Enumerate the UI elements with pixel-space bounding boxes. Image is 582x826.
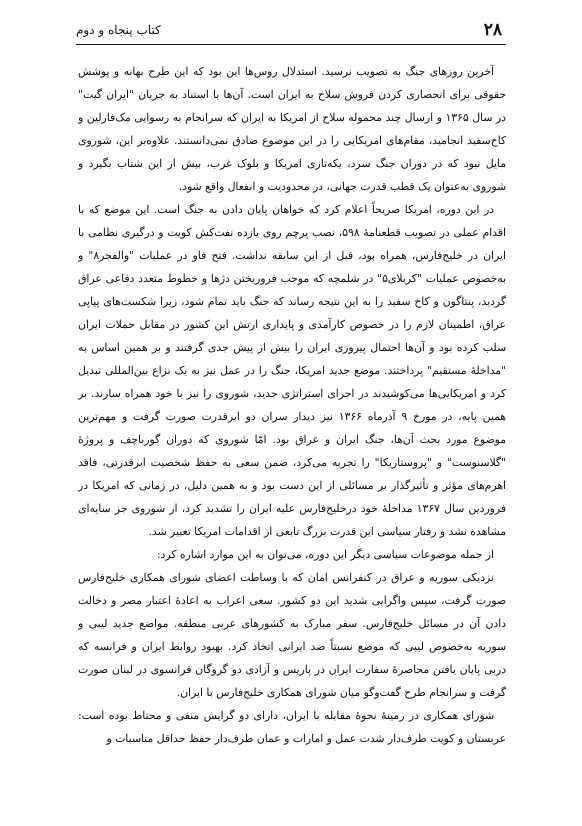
page-header [76,8,506,42]
paragraph: در این دوره، امریکا صریحاً اعلام کرد که خواهان پایان دادن به جنگ است. این موضع که با اقدام عملی در تصویب قطعنامهٔ ۵۹۸، نصب پرچم روی یازده نفت‌کش کویت و درگیری نظامی با ایران در خلیج‌فارس، همراه بود، قبل از این سابقه نداشت. فتح فاو در عملیات "والفجر۸" و به‌خصوص عملیات "کربلای۵" در شلمچه که موجب فروریختن دژها و خطوط متعدد دفاعی عراق گردید، پنتاگون و کاخ سفید را به این نتیجه رساند که جنگ باید تمام شود، زیرا شکست‌های پیاپی عراق، اطمینان لازم را در خصوص کارآمدی و پایداری ارتش این کشور در مقابل حملات ایران سلب کرده بود و آن‌ها احتمال پیروزی ایران را بیش از پیش جدی گرفتند و بر همین اساس به "مداخلهٔ مستقیم" پرداختند. موضع جدید امریکا، جنگ را در عمل نیز به یک نزاع بین‌المللی تبدیل کرد و امریکایی‌ها می‌کوشیدند در اجرای استراتژی جدید، شوروی را نیز با خود همراه سازند. بر همین پایه، در مورخ ۹ آذرماه ۱۳۶۶ نیز دیدار سران دو ابرقدرت صورت گرفت و مهم‌ترین موضوع مورد بحث آن‌ها، جنگ ایران و عراق بود. امّا شوروی که دوران گورباچف و پروژهٔ "گلاسنوست" و "پروستاریکا" را تجربه می‌کرد، ضمن سعی به حفظ شخصیت ابرقدرتی، فاقد اهرم‌های مؤثر و تأثیرگذار بر مسائلی از این دست بود و به همین دلیل، در زمانی که امریکا در فروردین سال ۱۳۶۷ مداخلهٔ خود درخلیج‌فارس علیه ایران را تشدید کرد، از شوروی جز سایه‌ای مشاهده نشد و رفتار سیاسی این قدرت بزرگ تابعی از اقدامات امریکا تعبیر شد. [78,203,506,538]
running-title: کتاب پنجاه و دوم [76,23,161,37]
paragraph: از جمله موضوعات سیاسی دیگر این دوره، می‌توان به این موارد اشاره کرد: [156,548,494,561]
paragraph: شورای همکاری در زمینهٔ نحوهٔ مقابله با ایران، دارای دو گرایش منفی و محتاط بوده است: عربستان و کویت طرف‌دار شدت عمل و امارات و عمان طرف‌دار حفظ حداقل مناسبات و [78,709,506,745]
header-divider [76,44,506,45]
paragraph: نزدیکی سوریه و عراق در کنفرانس امان که با وساطت اعضای شورای همکاری خلیج‌فارس صورت گرفت، سپس واگرایی شدید این دو کشور. سعی اعراب به اعادهٔ اعتبار مصر و دخالت دادن آن در مسائل خلیج‌فارس. سفر مبارک به کشورهای عربی منطقه. مواضع جدید لیبی و سوریه به‌خصوص لیبی که موضع نسبتاً ضد ایرانی اتخاذ کرد. بهبود روابط ایران و فرانسه که دربی پایان یافتن محاصرهٔ سفارت ایران در پاریس و آزادی دو گروگان فرانسوی در لبنان صورت گرفت و سرانجام طرح گفت‌وگو میان شورای همکاری خلیج‌فارس با ایران. [78,571,506,699]
paragraph: آخرین روزهای جنگ به تصویب نرسید. استدلال روس‌ها این بود که این طرح بهانه و پوشش حقوقی برای انحصاری کردن فروش سلاح به ایران است. آن‌ها با استناد به جریان "ایران گیت" در سال ۱۳۶۵ و ارسال چند محموله سلاح از امریکا به ایران که سرانجام به رسوایی مک‌فارلین و کاخ‌سفید انجامید، مقام‌های امریکایی را در این موضوع صادق نمی‌دانستند. علاوه‌بر این، شوروی مایل نبود که در دوران جنگ سرد، یکه‌تازی امریکا و بلوک غرب، بیش از این شتاب بگیرد و شوروی به‌عنوان یک قطب قدرت جهانی، در محدودیت و انفعال واقع شود. [78,65,506,193]
body-text [78,60,506,810]
page-number: ۲۸ [483,20,502,40]
